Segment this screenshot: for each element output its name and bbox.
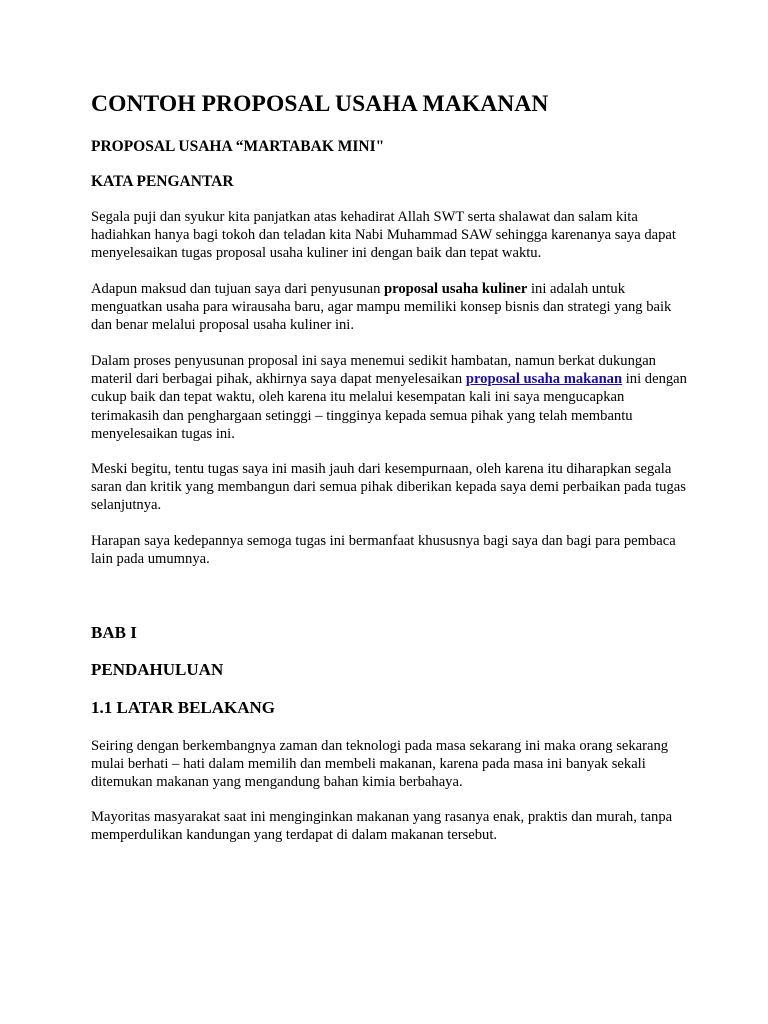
chapter-title: PENDAHULUAN — [91, 660, 224, 679]
paragraph: Harapan saya kedepannya semoga tugas ini bermanfaat khususnya bagi saya dan bagi para pembaca lain pada umumnya. — [91, 533, 676, 568]
bold-phrase: proposal usaha kuliner — [384, 281, 528, 297]
paragraph: Seiring dengan berkembangnya zaman dan teknologi pada masa sekarang ini maka orang sekarang mulai berhati – hati dalam memilih dan membeli makanan, karena pada masa ini banyak sekali ditemukan makanan yang mengandung bahan kimia berbahaya. — [91, 738, 669, 791]
paragraph — [91, 352, 691, 443]
section-heading-kata-pengantar: KATA PENGANTAR — [91, 173, 234, 190]
paragraph: Meski begitu, tentu tugas saya ini masih jauh dari kesempurnaan, oleh karena itu diharapkan segala saran dan kritik yang membangun dari semua pihak diberikan kepada saya demi perbaikan pada tugas selanjutnya. — [91, 461, 686, 514]
paragraph — [91, 280, 691, 335]
proposal-subtitle: PROPOSAL USAHA “MARTABAK MINI" — [91, 138, 385, 155]
chapter-number: BAB I — [91, 623, 137, 642]
paragraph-text: Adapun maksud dan tujuan saya dari penyusunan — [91, 281, 385, 297]
paragraph-text: ini adalah untuk menguatkan usaha para wirausaha baru, agar mampu memiliki konsep bisnis dan strategi yang baik dan benar melalui proposal usaha kuliner ini. — [91, 281, 672, 334]
paragraph: Segala puji dan syukur kita panjatkan atas kehadirat Allah SWT serta shalawat dan salam kita hadiahkan hanya bagi tokoh dan teladan kita Nabi Muhammad SAW sehingga karenanya saya dapat menyelesaikan tugas proposal usaha kuliner ini dengan baik dan tepat waktu. — [91, 209, 676, 262]
section-heading-latar-belakang: 1.1 LATAR BELAKANG — [91, 698, 276, 717]
proposal-usaha-makanan-link[interactable]: proposal usaha makanan — [465, 371, 623, 388]
paragraph: Mayoritas masyarakat saat ini menginginkan makanan yang rasanya enak, praktis dan murah, tanpa memperdulikan kandungan yang terdapat di dalam makanan tersebut. — [91, 809, 673, 844]
paragraph-text: ini dengan cukup baik dan tepat waktu, oleh karena itu melalui kesempatan kali ini saya mengucapkan terimakasih dan penghargaan setinggi – tingginya kepada semua pihak yang telah membantu menyelesaikan tugas ini. — [91, 371, 687, 442]
paragraph-text: Dalam proses penyusunan proposal ini saya menemui sedikit hambatan, namun berkat dukungan materil dari berbagai pihak, akhirnya saya dapat menyelesaikan — [91, 353, 656, 388]
document-title: CONTOH PROPOSAL USAHA MAKANAN — [91, 91, 549, 117]
